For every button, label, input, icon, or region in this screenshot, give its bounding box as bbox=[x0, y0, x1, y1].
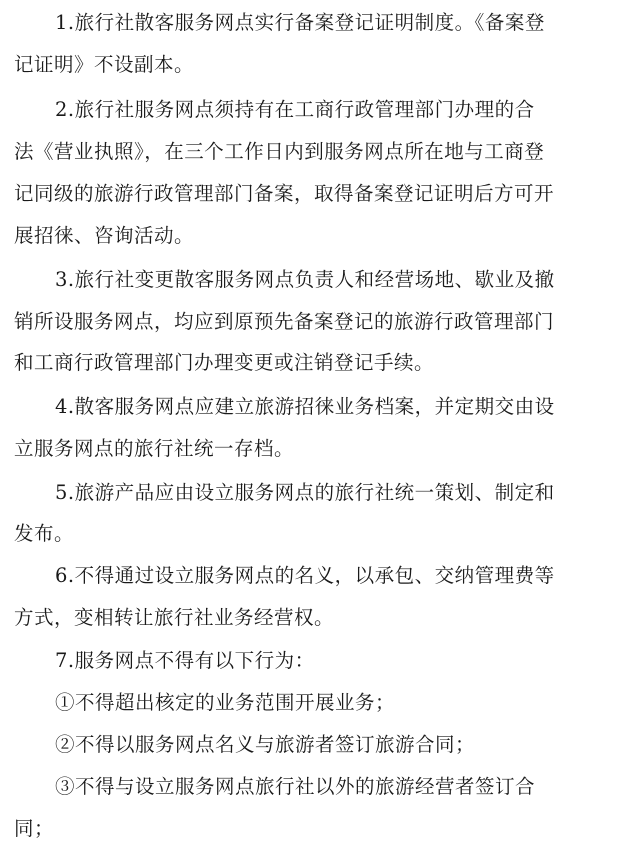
paragraph-3-line-1: 3.旅行社变更散客服务网点负责人和经营场地、歇业及撤 bbox=[55, 268, 555, 291]
paragraph-7-heading: 7.服务网点不得有以下行为： bbox=[55, 649, 315, 672]
list-item-1: ①不得超出核定的业务范围开展业务； bbox=[55, 691, 396, 714]
paragraph-2-line-4: 展招徕、咨询活动。 bbox=[14, 224, 195, 247]
paragraph-2-line-3: 记同级的旅游行政管理部门备案，取得备案登记证明后方可开 bbox=[14, 182, 555, 205]
paragraph-4-line-2: 立服务网点的旅行社统一存档。 bbox=[14, 437, 295, 460]
paragraph-5-line-2: 发布。 bbox=[14, 522, 75, 545]
paragraph-6-line-2: 方式，变相转让旅行社业务经营权。 bbox=[14, 606, 335, 629]
paragraph-3-line-3: 和工商行政管理部门办理变更或注销登记手续。 bbox=[14, 351, 435, 374]
list-item-3-line-2: 同； bbox=[14, 817, 55, 840]
paragraph-3-line-2: 销所设服务网点，均应到原预先备案登记的旅游行政管理部门 bbox=[14, 310, 555, 333]
paragraph-5-line-1: 5.旅游产品应由设立服务网点的旅行社统一策划、制定和 bbox=[55, 481, 555, 504]
paragraph-4-line-1: 4.散客服务网点应建立旅游招徕业务档案，并定期交由设 bbox=[55, 395, 555, 418]
paragraph-1-line-2: 记证明》不设副本。 bbox=[14, 53, 195, 76]
paragraph-2-line-2: 法《营业执照》，在三个工作日内到服务网点所在地与工商登 bbox=[14, 140, 545, 163]
paragraph-1-line-1: 1.旅行社散客服务网点实行备案登记证明制度。《备案登 bbox=[55, 11, 545, 34]
paragraph-2-line-1: 2.旅行社服务网点须持有在工商行政管理部门办理的合 bbox=[55, 98, 535, 121]
paragraph-6-line-1: 6.不得通过设立服务网点的名义，以承包、交纳管理费等 bbox=[55, 564, 555, 587]
list-item-2: ②不得以服务网点名义与旅游者签订旅游合同； bbox=[55, 733, 476, 756]
list-item-3-line-1: ③不得与设立服务网点旅行社以外的旅游经营者签订合 bbox=[55, 775, 536, 798]
